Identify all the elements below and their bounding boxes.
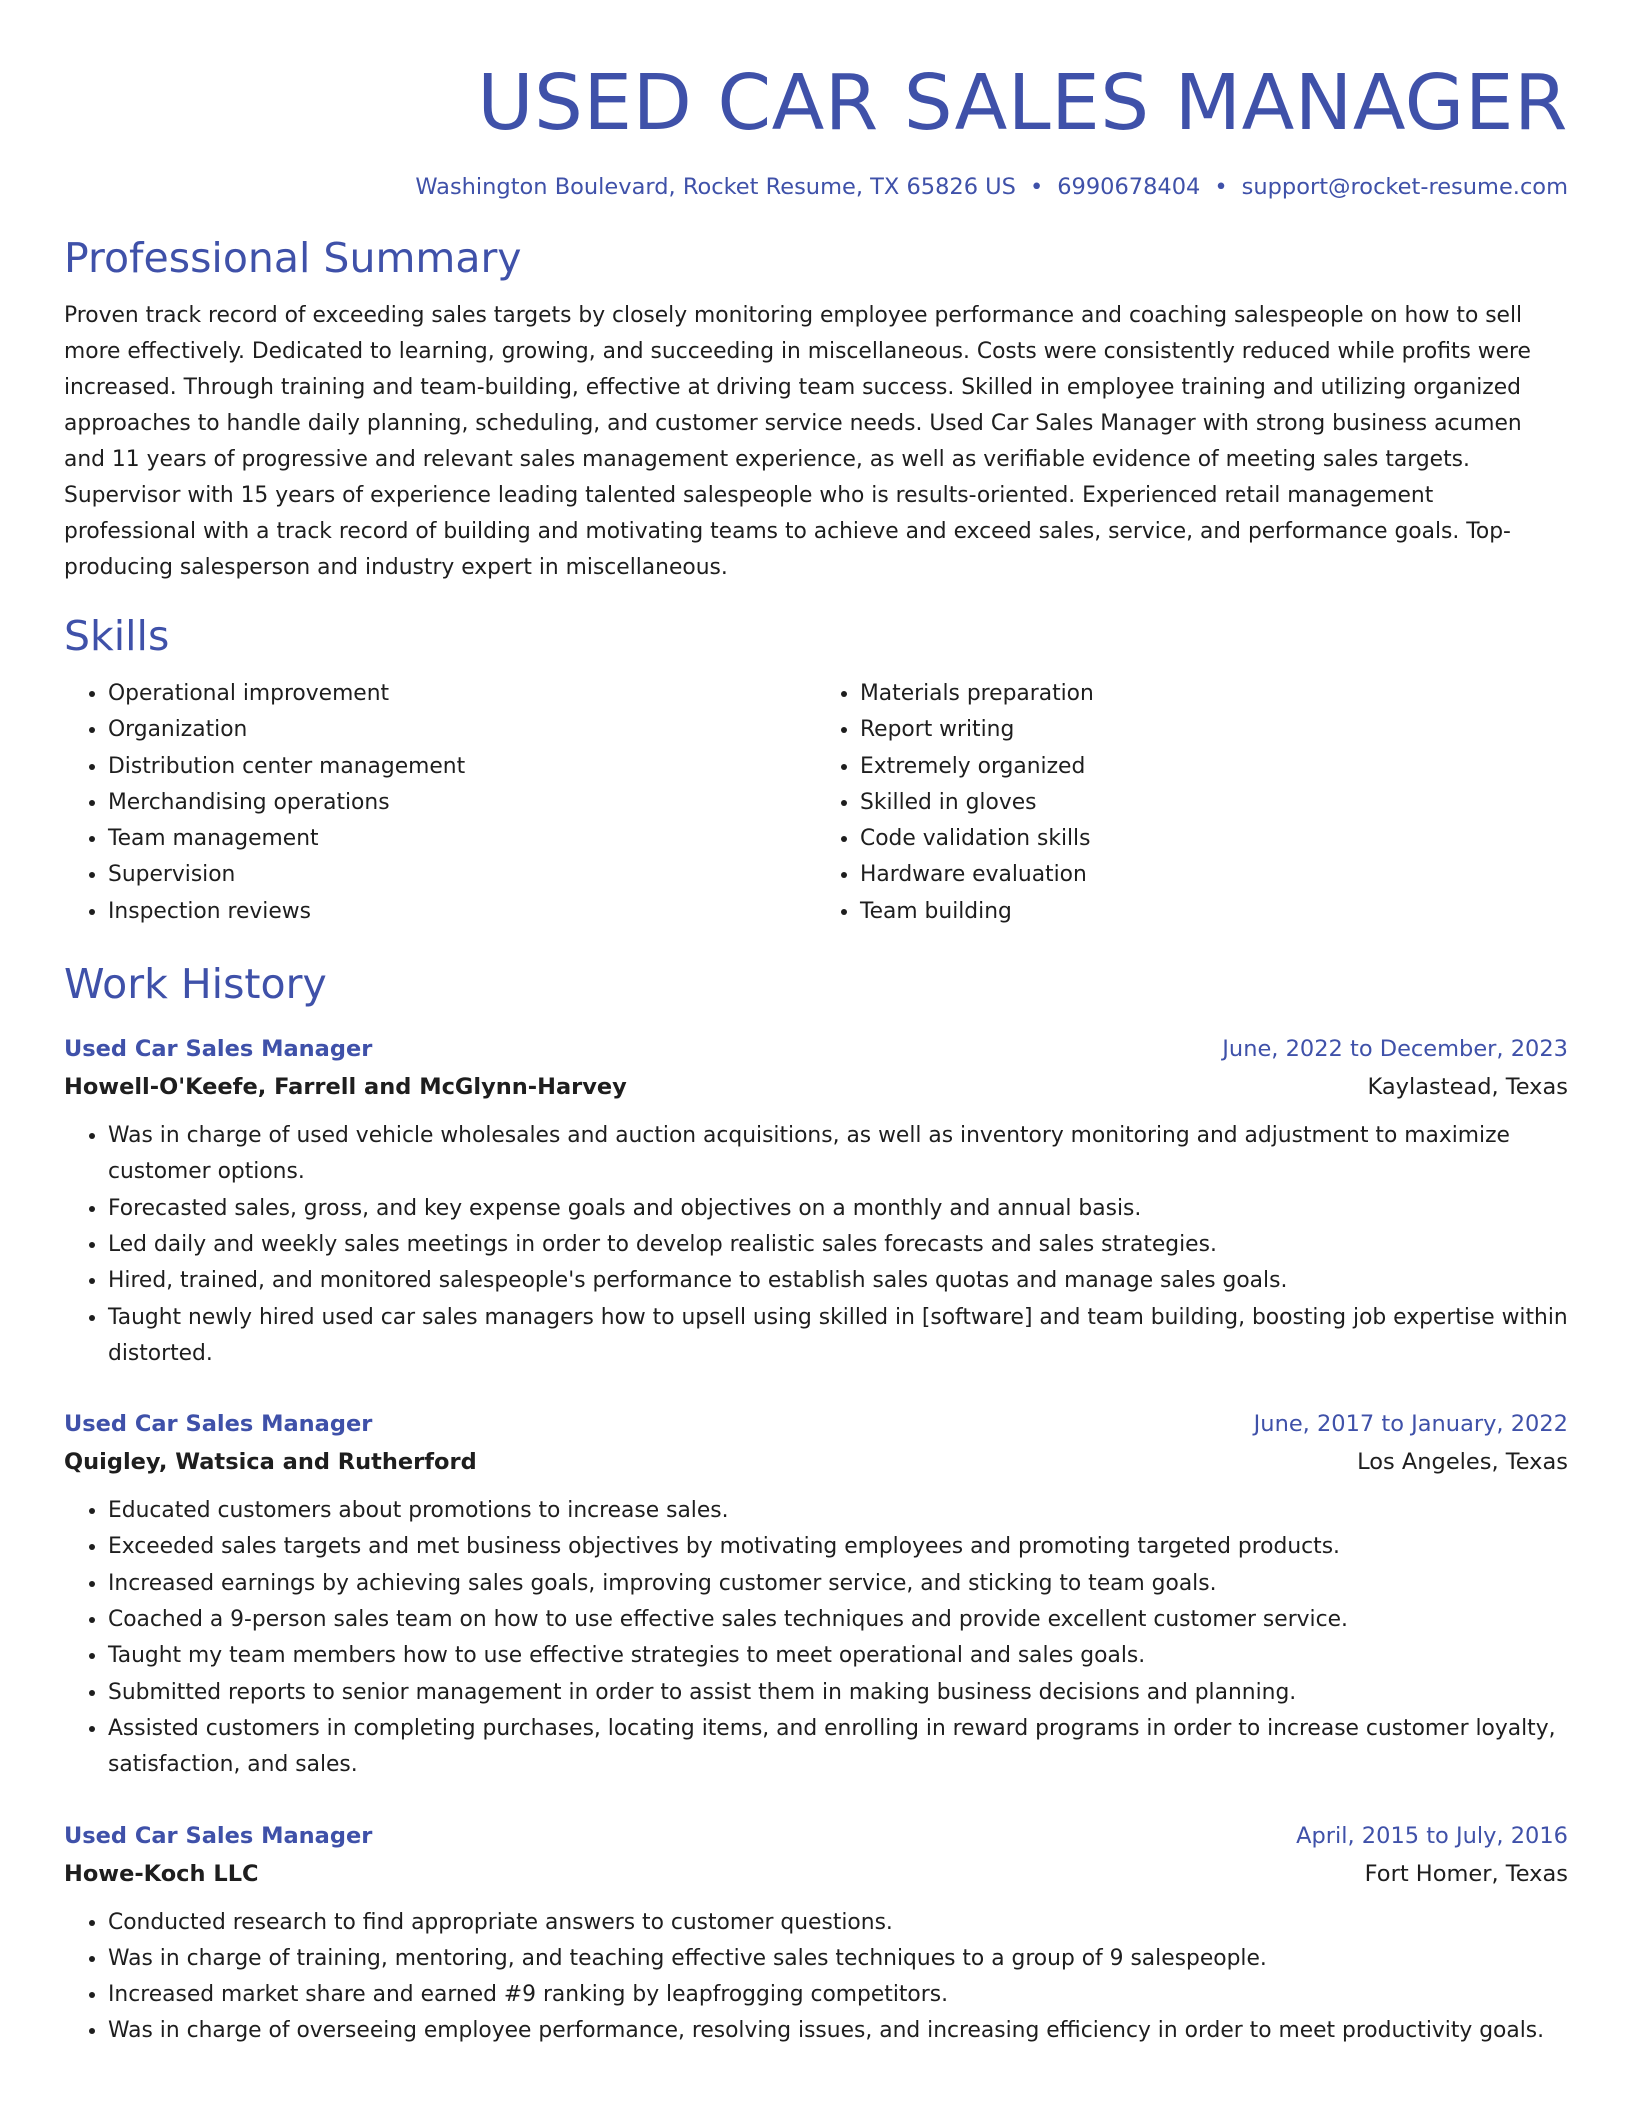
- skill-item: • Inspection reviews: [108, 894, 816, 930]
- contact-address: Washington Boulevard, Rocket Resume, TX 65826 US: [415, 174, 1016, 200]
- skill-item: • Materials preparation: [860, 676, 1568, 712]
- contact-separator: •: [1029, 174, 1044, 200]
- job-bullet: • Submitted reports to senior management in order to assist them in making business decisions and planning.: [108, 1675, 1568, 1711]
- job-company: Quigley, Watsica and Rutherford: [64, 1449, 477, 1476]
- job-header-row: [64, 1405, 1568, 1443]
- job-entry: [64, 1817, 1568, 2050]
- job-location: Los Angeles, Texas: [1357, 1449, 1568, 1476]
- job-dates: April, 2015 to July, 2016: [1296, 1822, 1568, 1849]
- job-dates: June, 2017 to January, 2022: [1253, 1411, 1568, 1438]
- job-bullet: • Taught my team members how to use effective strategies to meet operational and sales goals.: [108, 1638, 1568, 1674]
- job-bullet: • Educated customers about promotions to increase sales.: [108, 1493, 1568, 1529]
- job-location: Fort Homer, Texas: [1364, 1860, 1568, 1887]
- skills-list-right: [816, 676, 1568, 930]
- job-bullet: • Hired, trained, and monitored salespeople's performance to establish sales quotas and manage sales goals.: [108, 1263, 1568, 1299]
- job-entry: [64, 1030, 1568, 1372]
- job-title: Used Car Sales Manager: [64, 1036, 373, 1063]
- summary-heading: Professional Summary: [64, 234, 522, 282]
- skills-heading: Skills: [64, 612, 170, 660]
- job-bullet: • Was in charge of overseeing employee performance, resolving issues, and increasing efficiency in order to meet productivity goals.: [108, 2013, 1568, 2049]
- job-company-row: [64, 1068, 1568, 1106]
- job-bullets: [64, 1493, 1568, 1783]
- skill-item: • Report writing: [860, 712, 1568, 748]
- job-bullet: • Increased earnings by achieving sales goals, improving customer service, and sticking to team goals.: [108, 1566, 1568, 1602]
- job-bullet: • Led daily and weekly sales meetings in order to develop realistic sales forecasts and sales strategies.: [108, 1227, 1568, 1263]
- job-location: Kaylastead, Texas: [1367, 1074, 1568, 1101]
- skill-item: • Extremely organized: [860, 749, 1568, 785]
- job-company: Howell-O'Keefe, Farrell and McGlynn-Harvey: [64, 1074, 627, 1101]
- job-bullet: • Was in charge of training, mentoring, and teaching effective sales techniques to a group of 9 salespeople.: [108, 1941, 1568, 1977]
- work-history-heading: Work History: [64, 960, 327, 1009]
- job-company-row: [64, 1855, 1568, 1893]
- job-header-row: [64, 1030, 1568, 1068]
- contact-line: [64, 172, 1568, 202]
- skill-item: • Team management: [108, 821, 816, 857]
- contact-email: support@rocket-resume.com: [1241, 174, 1568, 200]
- job-entry: [64, 1405, 1568, 1783]
- skill-item: • Organization: [108, 712, 816, 748]
- job-bullet: • Taught newly hired used car sales managers how to upsell using skilled in [software] and team building, boosting job expertise within distorted.: [108, 1300, 1568, 1373]
- skill-item: • Team building: [860, 894, 1568, 930]
- job-header-row: [64, 1817, 1568, 1855]
- skill-item: • Supervision: [108, 857, 816, 893]
- job-bullet: • Forecasted sales, gross, and key expense goals and objectives on a monthly and annual basis.: [108, 1191, 1568, 1227]
- job-bullets: [64, 1118, 1568, 1372]
- job-company: Howe-Koch LLC: [64, 1860, 259, 1887]
- contact-phone: 6990678404: [1057, 174, 1201, 200]
- job-bullet: • Exceeded sales targets and met business objectives by motivating employees and promoting targeted products.: [108, 1529, 1568, 1565]
- job-bullet: • Increased market share and earned #9 ranking by leapfrogging competitors.: [108, 1977, 1568, 2013]
- skill-item: • Operational improvement: [108, 676, 816, 712]
- skill-item: • Code validation skills: [860, 821, 1568, 857]
- resume-page: [64, 0, 1568, 2050]
- skills-grid: [64, 676, 1568, 930]
- contact-separator: •: [1214, 174, 1228, 200]
- skill-item: • Skilled in gloves: [860, 785, 1568, 821]
- skill-item: • Merchandising operations: [108, 785, 816, 821]
- job-title: Used Car Sales Manager: [64, 1411, 373, 1438]
- job-company-row: [64, 1443, 1568, 1481]
- skill-item: • Distribution center management: [108, 749, 816, 785]
- job-bullets: [64, 1905, 1568, 2050]
- job-bullet: • Conducted research to find appropriate answers to customer questions.: [108, 1905, 1568, 1941]
- skill-item: • Hardware evaluation: [860, 857, 1568, 893]
- summary-text: Proven track record of exceeding sales targets by closely monitoring employee performance and coaching salespeople on how to sell more effectively. Dedicated to learning, growing, and succeeding in miscellaneous. Costs were consistently reduced while profits were increased. Through training and team-building, effective at driving team success. Skilled in employee training and utilizing organized approaches to handle daily planning, scheduling, and customer service needs. Used Car Sales Manager with strong business acumen and 11 years of progressive and relevant sales management experience, as well as verifiable evidence of meeting sales targets. Supervisor with 15 years of experience leading talented salespeople who is results-oriented. Experienced retail management professional with a track record of building and motivating teams to achieve and exceed sales, service, and performance goals. Top-producing salesperson and industry expert in miscellaneous.: [64, 303, 1531, 580]
- skills-list-left: [64, 676, 816, 930]
- job-bullet: • Was in charge of used vehicle wholesales and auction acquisitions, as well as inventory monitoring and adjustment to maximize customer options.: [108, 1118, 1568, 1191]
- job-dates: June, 2022 to December, 2023: [1222, 1036, 1568, 1063]
- job-bullet: • Assisted customers in completing purchases, locating items, and enrolling in reward programs in order to increase customer loyalty, satisfaction, and sales.: [108, 1711, 1568, 1784]
- job-bullet: • Coached a 9-person sales team on how to use effective sales techniques and provide excellent customer service.: [108, 1602, 1568, 1638]
- resume-name: USED CAR SALES MANAGER: [477, 59, 1568, 148]
- job-title: Used Car Sales Manager: [64, 1822, 373, 1849]
